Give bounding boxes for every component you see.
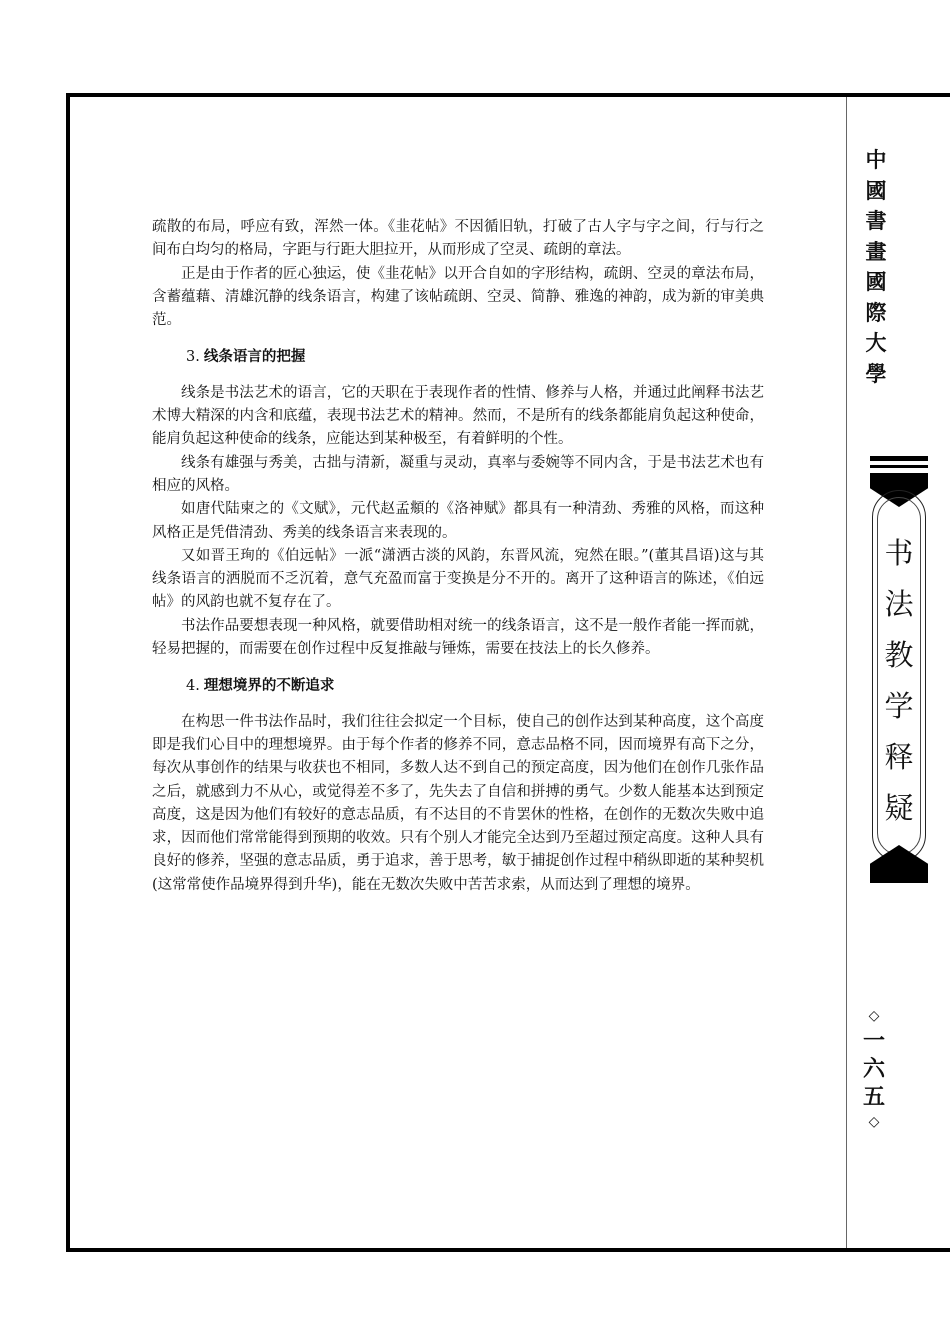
section-heading-4 (186, 675, 764, 698)
series-title (860, 145, 892, 389)
page-frame-top-rule (66, 93, 950, 97)
banner-bottom-rule (870, 871, 928, 874)
book-title (872, 528, 926, 834)
page-frame-left-rule (66, 93, 70, 1252)
book-title-char: 学 (884, 689, 914, 723)
page-number (860, 1005, 888, 1133)
book-title-char: 疑 (884, 791, 914, 825)
series-title-char: 中 (865, 148, 887, 172)
paragraph: 疏散的布局，呼应有致，浑然一体。《韭花帖》不因循旧轨，打破了古人字与字之间，行与行之间布白均匀的格局，字距与行距大胆拉开，从而形成了空灵、疏朗的章法。 (152, 219, 764, 259)
diamond-icon: ◇ (868, 1008, 880, 1024)
paragraph: 线条是书法艺术的语言，它的天职在于表现作者的性情、修养与人格，并通过此阐释书法艺术博大精深的内含和底蕴，表现书法艺术的精神。然而，不是所有的线条都能肩负起这种使命，能肩负起这种使命的线条，应能达到某种极至，有着鲜明的个性。 (152, 384, 764, 448)
series-title-char: 際 (865, 300, 887, 325)
paragraph: 在构思一件书法作品时，我们往往会拟定一个目标，使自己的创作达到某种高度，这个高度即是我们心目中的理想境界。由于每个作者的修养不同，意志品格不同，因而境界有高下之分，每次从事创作的结果与收获也不相同，多数人达不到自己的预定高度，因为他们在创作几张作品之后，就感到力不从心，或觉得差不多了，先失去了自信和拼搏的勇气。少数人能基本达到预定高度，这是因为他们有较好的意志品质，有不达目的不肯罢休的性格，在创作的无数次失败中追求，因而他们常常能得到预期的收效。只有个别人才能完全达到乃至超过预定高度。这种人具有良好的修养，坚强的意志品质，勇于追求，善于思考，敏于捕捉创作过程中稍纵即逝的某种契机(这常常使作品境界得到升华)，能在无数次失败中苦苦求索，从而达到了理想的境界。 (152, 713, 764, 893)
paragraph: 又如晋王珣的《伯远帖》一派“潇洒古淡的风韵，东晋风流，宛然在眼。”(董其昌语)这与其线条语言的洒脱而不乏沉着，意气充盈而富于变换是分不开的。离开了这种语言的陈述，《伯远帖》的风韵也就不复存在了。 (152, 547, 764, 611)
paragraph: 书法作品要想表现一种风格，就要借助相对统一的线条语言，这不是一般作者能一挥而就，轻易把握的，而需要在创作过程中反复推敲与锤炼，需要在技法上的长久修养。 (152, 617, 764, 658)
series-title-char: 大 (865, 331, 887, 355)
sidebar-divider (846, 97, 847, 1248)
series-title-char: 學 (865, 361, 887, 386)
page-frame-bottom-rule (66, 1248, 950, 1252)
paragraph: 线条有雄强与秀美，古拙与清新，凝重与灵动，真率与委婉等不同内含，于是书法艺术也有相应的风格。 (152, 454, 764, 494)
paragraph: 如唐代陆柬之的《文赋》，元代赵孟頫的《洛神赋》都具有一种清劲、秀雅的风格，而这种风格正是凭借清劲、秀美的线条语言来表现的。 (152, 501, 764, 541)
series-title-char: 國 (865, 178, 887, 203)
book-title-char: 书 (884, 536, 914, 570)
page-number-digit: 六 (862, 1056, 885, 1082)
banner-bottom-rule (870, 878, 928, 883)
section-heading-3 (186, 346, 764, 369)
book-title-char: 教 (884, 638, 914, 672)
section-number: 4. (186, 678, 200, 695)
page-number-digit: 五 (862, 1084, 885, 1110)
diamond-icon: ◇ (868, 1114, 880, 1130)
book-title-char: 释 (884, 740, 914, 774)
section-number: 3. (186, 349, 200, 366)
section-title: 理想境界的不断追求 (203, 678, 335, 695)
section-title: 线条语言的把握 (203, 349, 306, 366)
series-title-char: 書 (865, 209, 887, 233)
paragraph: 正是由于作者的匠心独运，使《韭花帖》以开合自如的字形结构，疏朗、空灵的章法布局，含蓄蕴藉、清雄沉静的线条语言，构建了该帖疏朗、空灵、简静、雅逸的神韵，成为新的审美典范。 (152, 265, 764, 329)
page-body (152, 216, 764, 897)
series-title-char: 國 (865, 270, 887, 294)
banner-top-rule (870, 465, 928, 468)
page-number-digit: 一 (862, 1028, 885, 1054)
series-title-char: 畫 (865, 239, 887, 264)
banner-top-rule (870, 456, 928, 461)
book-title-char: 法 (884, 587, 914, 621)
